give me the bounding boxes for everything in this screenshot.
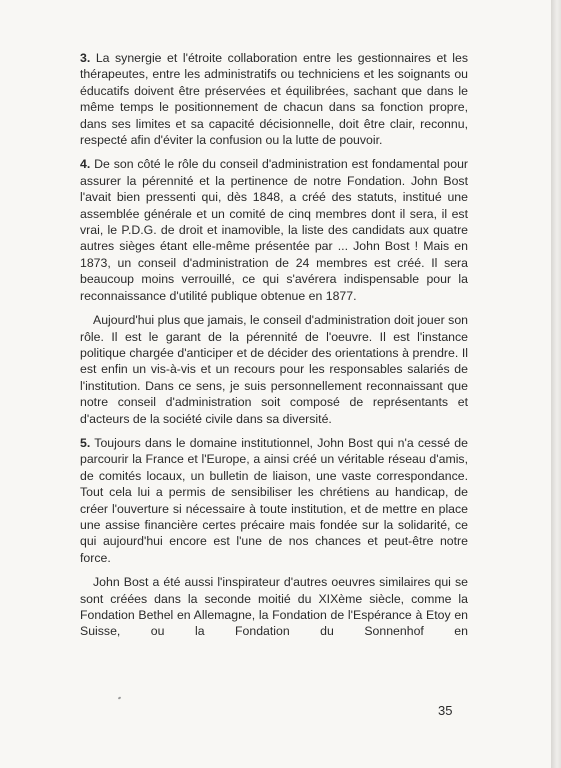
paragraph-number: 3. <box>80 51 91 65</box>
paragraph-text: Toujours dans le domaine institutionnel, John Bost qui n'a cessé de parcourir la France et l'Europe, a ainsi créé un véritable réseau d'amis, de comités locaux, un bulletin de liaison, une vaste correspondance. Tout cela lui a permis de sensibiliser les chrétiens au handicap, de créer l'ouverture si nécessaire à toute institution, et de mettre en place une assise financière certes précaire mais fondée sur la solidarité, ce qui aujourd'hui encore est l'une de nos chances et peut-être notre force. <box>80 435 468 565</box>
paragraph-3 <box>80 50 468 148</box>
paragraph-4 <box>80 156 468 304</box>
paragraph-text: La synergie et l'étroite collaboration entre les gestionnaires et les thérapeutes, entre les administratifs ou techniciens et les soignants ou éducatifs doivent être préservées et équilibrées, sachant que dans le même temps le positionnement de chacun dans sa fonction propre, dans ses limites et sa capacité décisionnelle, doit être clair, reconnu, respecté afin d'éviter la confusion ou la lutte de pouvoir. <box>80 51 468 148</box>
paragraph-number: 5. <box>80 435 91 450</box>
paragraph-inspirateur <box>80 574 468 640</box>
page-number: 35 <box>438 703 453 718</box>
paragraph-5 <box>80 435 468 566</box>
paragraph-text: Aujourd'hui plus que jamais, le conseil d'administration doit jouer son rôle. Il est le garant de la pérennité de l'oeuvre. Il est l'instance politique chargée d'anticiper et de décider des orientations à prendre. Il est enfin un vis-à-vis et un recours pour les responsables salariés de l'institution. Dans ce sens, je suis personnellement reconnaissant que notre conseil d'administration soit composé de représentants et d'acteurs de la société civile dans sa diversité. <box>80 313 468 426</box>
paragraph-text: John Bost a été aussi l'inspirateur d'autres oeuvres similaires qui se sont créées dans la seconde moitié du XIXème siècle, comme la Fondation Bethel en Allemagne, la Fondation de l'Espérance à Etoy en Suisse, ou la Fondation du Sonnenhof en <box>80 575 468 639</box>
paragraph-number: 4. <box>80 157 91 172</box>
page-edge <box>551 0 561 768</box>
print-speck <box>118 696 122 699</box>
paragraph-text: De son côté le rôle du conseil d'administration est fondamental pour assurer la pérennité et la pertinence de notre Fondation. John Bost l'avait bien pressenti qui, dès 1848, a créé des statuts, institué une assemblée générale et un comité de cinq membres dont il sera, il est vrai, le P.D.G. de droit et inamovible, la liste des candidats aux quatre autres sièges étant elle-même présentée par ... John Bost ! Mais en 1873, un conseil d'administration de 24 membres est créé. Il sera beaucoup moins verrouillé, ce qui s'avérera indispensable pour la reconnaissance d'utilité publique obtenue en 1877. <box>80 157 469 303</box>
paragraph-conseil <box>80 312 468 427</box>
body-text <box>80 50 468 648</box>
